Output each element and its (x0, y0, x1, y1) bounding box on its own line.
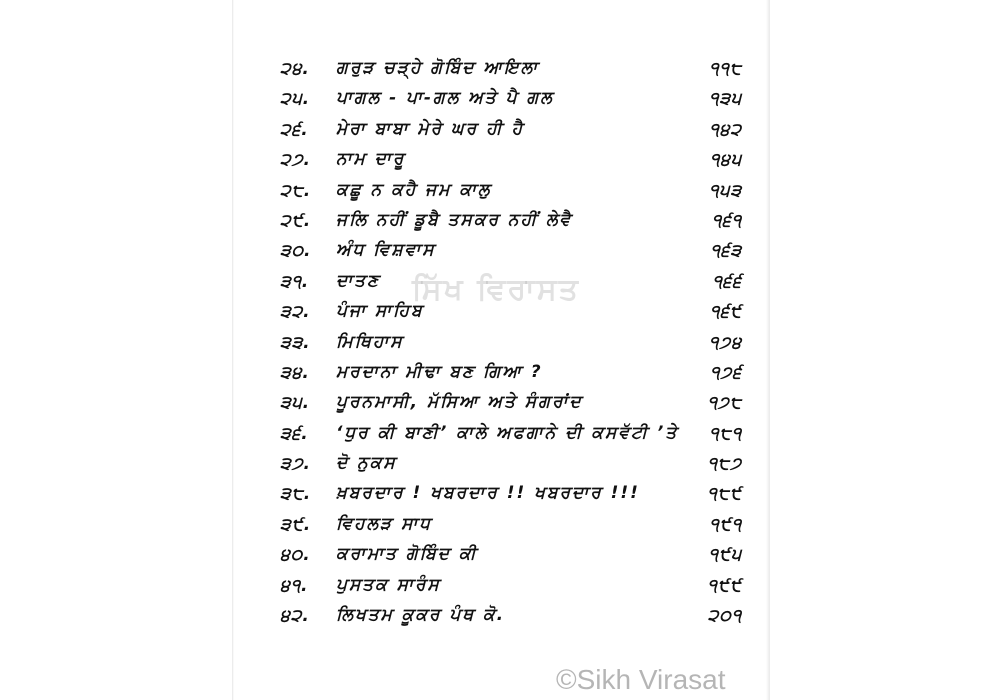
toc-entry-page: ੧੭੪ (709, 332, 742, 353)
toc-entry-number: ੨੮. (280, 180, 312, 201)
toc-entry-page: ੧੬੩ (710, 241, 742, 262)
toc-entry-number: ੨੭. (280, 150, 311, 171)
toc-entry-title: ਮੇਰਾ ਬਾਬਾ ਮੇਰੇ ਘਰ ਹੀ ਹੈ (336, 118, 525, 139)
toc-entry-number: ੩੮. (280, 484, 312, 505)
toc-entry (0, 359, 1000, 389)
toc-entry (0, 602, 1000, 632)
toc-entry-number: ੩੫. (280, 393, 311, 414)
toc-entry (0, 329, 1000, 359)
toc-entry-number: ੩੬. (280, 423, 309, 444)
toc-entry (0, 237, 1000, 267)
toc-entry (0, 116, 1000, 146)
toc-entry (0, 480, 1000, 510)
toc-entry-number: ੩੩. (280, 332, 311, 353)
toc-entry-number: ੩੨. (280, 302, 311, 323)
stamp-watermark: ਸਿੱਖ ਵਿਰਾਸਤ (412, 272, 580, 307)
toc-entry-number: ੪੧. (280, 575, 309, 596)
toc-entry-page: ੧੯੯ (707, 575, 742, 596)
toc-entry-page: ੧੬੬ (712, 271, 742, 292)
toc-entry-number: ੨੪. (280, 59, 310, 79)
toc-entry-page: ੧੮੧ (709, 423, 742, 444)
toc-entry-page: ੧੫੩ (709, 180, 742, 201)
toc-entry-number: ੨੯. (280, 210, 312, 231)
toc-entry-title: ਦਾਤਣ (336, 270, 381, 291)
toc-entry-title: ਮਰਦਾਨਾ ਮੀਢਾ ਬਣ ਗਿਆ ? (336, 361, 543, 382)
toc-entry (0, 55, 1000, 85)
toc-entry-title: ਪੰਜਾ ਸਾਹਿਬ (336, 301, 424, 322)
toc-entry-page: ੨੦੧ (707, 606, 742, 627)
toc-entry-number: ੩੪. (280, 362, 310, 383)
toc-entry-title: ਵਿਹਲੜ ਸਾਧ (336, 513, 432, 534)
toc-entry (0, 85, 1000, 115)
toc-entry-number: ੪੨. (280, 606, 310, 627)
toc-entry (0, 541, 1000, 571)
toc-entry (0, 207, 1000, 237)
toc-entry-title: ਲਿਖਤਮ ਕੂਕਰ ਪੰਥ ਕੋ. (336, 605, 506, 626)
toc-entry-title: ਅੰਧ ਵਿਸ਼ਵਾਸ (336, 240, 436, 261)
toc-entry (0, 389, 1000, 419)
toc-entry-title: ਜਲਿ ਨਹੀਂ ਡੂਬੈ ਤਸਕਰ ਨਹੀਂ ਲੇਵੈ (336, 209, 573, 230)
toc-entry-title: ਪਾਗਲ - ਪਾ-ਗਲ ਅਤੇ ਪੈ ਗਲ (336, 88, 554, 109)
toc-entry-title: ‘ਧੁਰ ਕੀ ਬਾਣੀ’ ਕਾਲੇ ਅਫਗਾਨੇ ਦੀ ਕਸਵੱਟੀ ’ਤੇ (336, 422, 679, 443)
copyright-watermark: ©Sikh Virasat (556, 664, 726, 695)
toc-entry-page: ੧੪੨ (709, 119, 742, 140)
toc-entry (0, 146, 1000, 176)
toc-entry-title: ਨਾਮ ਦਾਰੂ (336, 149, 406, 170)
toc-entry-page: ੧੭੮ (707, 393, 742, 414)
toc-entry-page: ੧੯੧ (709, 514, 742, 535)
toc-entry-page: ੧੭੬ (710, 362, 742, 383)
toc-entry-page: ੧੬੧ (711, 210, 742, 231)
toc-entry-number: ੨੫. (280, 89, 311, 110)
toc-entry (0, 572, 1000, 602)
toc-entry (0, 450, 1000, 480)
toc-entry-page: ੧੬੯ (709, 302, 742, 323)
toc-entry-title: ਦੋ ਨੁਕਸ (336, 453, 397, 474)
toc-entry-number: ੩੧. (280, 271, 310, 292)
toc-entry-title: ਮਿਥਿਹਾਸ (336, 331, 404, 352)
toc-entry-title: ਗਰੁੜ ਚੜ੍ਹੇ ਗੋਬਿੰਦ ਆਇਲਾ (336, 58, 540, 78)
toc-entry-title: ਪੂਰਨਮਾਸੀ, ਮੱਸਿਆ ਅਤੇ ਸੰਗਰਾਂਦ (336, 392, 583, 413)
table-of-contents (0, 55, 1000, 632)
toc-entry-page: ੧੮੭ (707, 454, 742, 475)
toc-entry-title: ਖ਼ਬਰਦਾਰ ! ਖਬਰਦਾਰ !! ਖਬਰਦਾਰ !!! (336, 483, 640, 504)
toc-entry-page: ੧੯੫ (708, 545, 742, 566)
toc-entry-page: ੧੪੫ (709, 150, 742, 171)
toc-entry-page: ੧੧੮ (709, 59, 742, 79)
toc-entry-number: ੨੬. (280, 119, 309, 140)
toc-entry (0, 420, 1000, 450)
toc-entry-page: ੧੮੯ (707, 484, 742, 505)
toc-entry-page: ੧੩੫ (709, 89, 742, 110)
toc-entry-title: ਪੁਸਤਕ ਸਾਰੰਸ (336, 574, 441, 595)
toc-entry (0, 177, 1000, 207)
toc-entry-number: ੩੯. (280, 514, 312, 535)
toc-entry-title: ਕਛੂ ਨ ਕਹੈ ਜਮ ਕਾਲੁ (336, 179, 492, 200)
toc-entry-number: ੩੦. (280, 241, 312, 262)
toc-entry (0, 511, 1000, 541)
toc-entry-number: ੩੭. (280, 454, 311, 475)
toc-entry-number: ੪੦. (280, 545, 311, 566)
toc-entry-title: ਕਰਾਮਾਤ ਗੋਬਿੰਦ ਕੀ (336, 544, 478, 565)
